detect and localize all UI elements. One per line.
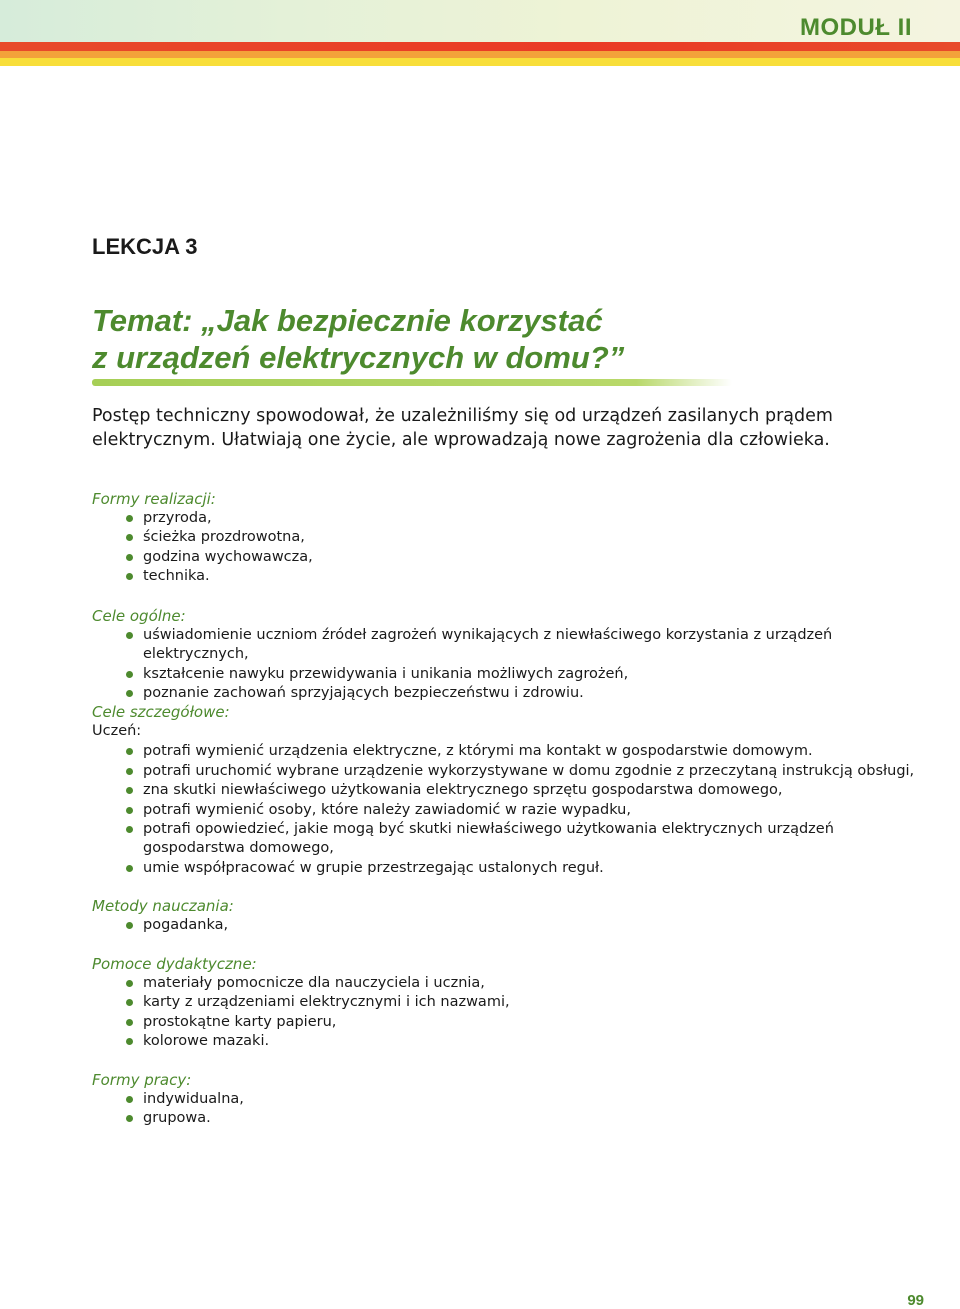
section-title: Cele szczegółowe: (92, 703, 230, 721)
bullet-icon (126, 787, 133, 794)
intro-line: elektrycznym. Ułatwiają one życie, ale wprowadzają nowe zagrożenia dla człowieka. (92, 430, 830, 450)
bullet-icon (126, 515, 133, 522)
bullet-icon (126, 999, 133, 1006)
bullet-icon (126, 1038, 133, 1045)
section-formy-pracy (92, 1070, 922, 1129)
section-cele-szczegolowe (92, 702, 922, 878)
section-metody-nauczania (92, 896, 922, 935)
list-item-text: potrafi opowiedzieć, jakie mogą być skutki niewłaściwego użytkowania elektrycznych urządzeń gospodarstwa domowego, (143, 821, 834, 857)
list-item (92, 684, 922, 703)
section-pomoce-dydaktyczne (92, 954, 922, 1052)
intro-paragraph (92, 404, 912, 452)
topic-underline (92, 379, 732, 386)
list-item (92, 916, 922, 935)
list-item (92, 1013, 922, 1032)
list-item-text: pogadanka, (143, 917, 229, 933)
list-item (92, 974, 922, 993)
bullet-icon (126, 632, 133, 639)
topic-title-line: Temat: „Jak bezpiecznie korzystać (92, 303, 603, 338)
bullet-list (92, 509, 922, 587)
list-item (92, 1090, 922, 1109)
list-item-text: potrafi uruchomić wybrane urządzenie wykorzystywane w domu zgodnie z przeczytaną instrukcją obsługi, (143, 762, 915, 779)
bullet-icon (126, 1115, 133, 1122)
list-item (92, 1109, 922, 1128)
bullet-list (92, 626, 922, 704)
list-item (92, 781, 922, 800)
list-item-text: potrafi wymienić osoby, które należy zawiadomić w razie wypadku, (143, 801, 631, 818)
list-item (92, 567, 922, 586)
list-item (92, 993, 922, 1012)
bullet-icon (126, 807, 133, 814)
bullet-icon (126, 534, 133, 541)
module-label: MODUŁ II (800, 14, 912, 41)
bullet-icon (126, 671, 133, 678)
page-number: 99 (907, 1292, 924, 1309)
bullet-list (92, 916, 922, 935)
intro-line: Postęp techniczny spowodował, że uzależniliśmy się od urządzeń zasilanych prądem (92, 406, 833, 426)
bullet-icon (126, 690, 133, 697)
list-item (92, 859, 922, 878)
header-stripe-red (0, 42, 960, 51)
list-item-text: godzina wychowawcza, (143, 548, 313, 565)
bullet-icon (126, 865, 133, 872)
bullet-icon (126, 1096, 133, 1103)
list-item (92, 548, 922, 567)
list-item-text: materiały pomocnicze dla nauczyciela i ucznia, (143, 975, 485, 991)
section-cele-ogolne (92, 606, 922, 704)
bullet-icon (126, 748, 133, 755)
list-item (92, 820, 922, 859)
list-item-text: uświadomienie uczniom źródeł zagrożeń wynikających z niewłaściwego korzystania z urządzeń elektrycznych, (143, 627, 833, 663)
list-item-text: prostokątne karty papieru, (143, 1013, 337, 1030)
bullet-icon (126, 768, 133, 775)
list-item (92, 801, 922, 820)
bullet-icon (126, 826, 133, 833)
list-item-text: karty z urządzeniami elektrycznymi i ich nazwami, (143, 994, 510, 1011)
bullet-icon (126, 1019, 133, 1026)
list-item (92, 626, 922, 665)
topic-title-line: z urządzeń elektrycznych w domu?” (92, 340, 625, 375)
bullet-list (92, 742, 922, 878)
list-item (92, 742, 922, 761)
list-item-text: grupowa. (143, 1110, 211, 1127)
section-title: Formy realizacji: (92, 490, 216, 508)
list-item-text: technika. (143, 568, 210, 585)
header-stripe-yellow (0, 58, 960, 66)
section-title: Formy pracy: (92, 1071, 192, 1089)
bullet-icon (126, 573, 133, 580)
section-note: Uczeń: (92, 723, 142, 739)
bullet-icon (126, 980, 133, 987)
list-item-text: kolorowe mazaki. (143, 1033, 270, 1050)
lesson-label: LEKCJA 3 (92, 234, 198, 259)
list-item (92, 528, 922, 547)
header-stripe-orange (0, 51, 960, 58)
section-title: Metody nauczania: (92, 897, 234, 915)
topic-title (92, 302, 812, 376)
list-item (92, 665, 922, 684)
list-item-text: indywidualna, (143, 1091, 244, 1107)
section-title: Cele ogólne: (92, 607, 186, 625)
list-item-text: potrafi wymienić urządzenia elektryczne, z którymi ma kontakt w gospodarstwie domowym. (143, 743, 813, 760)
list-item-text: przyroda, (143, 510, 212, 526)
bullet-list (92, 1090, 922, 1129)
section-title: Pomoce dydaktyczne: (92, 955, 257, 973)
list-item-text: ścieżka prozdrowotna, (143, 529, 305, 546)
section-formy-realizacji (92, 489, 922, 587)
list-item-text: kształcenie nawyku przewidywania i unikania możliwych zagrożeń, (143, 665, 629, 682)
list-item-text: zna skutki niewłaściwego użytkowania elektrycznego sprzętu gospodarstwa domowego, (143, 782, 783, 799)
list-item (92, 762, 922, 781)
bullet-list (92, 974, 922, 1052)
list-item-text: umie współpracować w grupie przestrzegając ustalonych reguł. (143, 859, 604, 876)
list-item-text: poznanie zachowań sprzyjających bezpieczeństwu i zdrowiu. (143, 685, 584, 702)
bullet-icon (126, 922, 133, 929)
list-item (92, 1032, 922, 1051)
list-item (92, 509, 922, 528)
bullet-icon (126, 554, 133, 561)
